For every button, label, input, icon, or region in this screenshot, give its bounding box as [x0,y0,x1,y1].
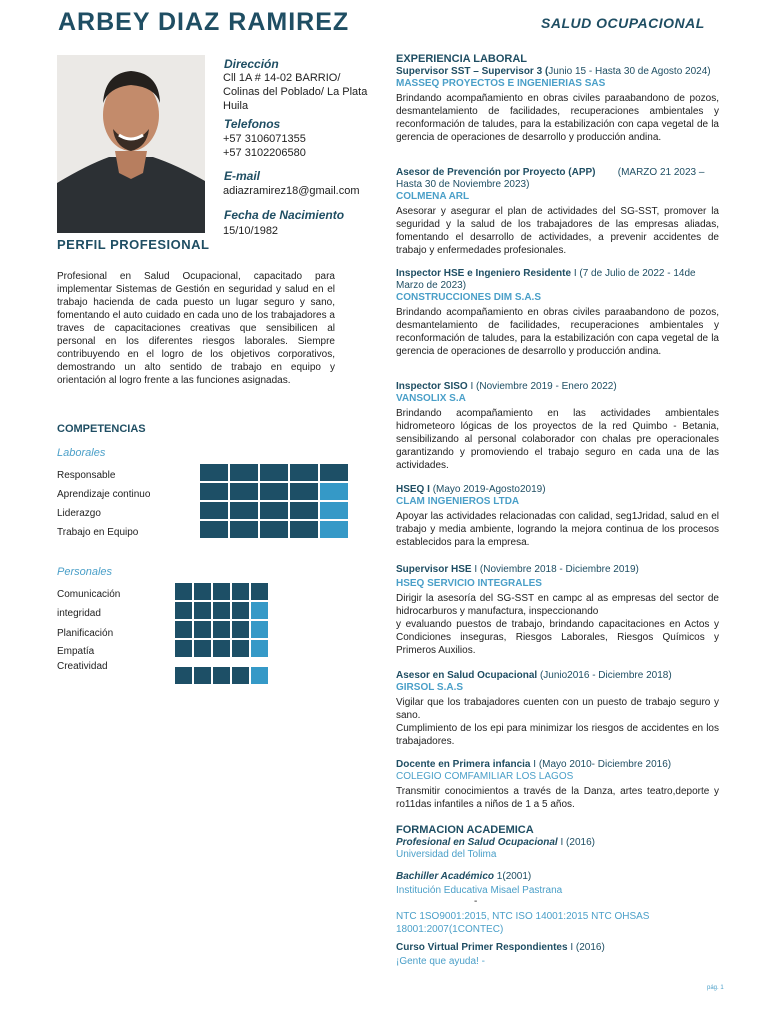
skill-level-cell [320,502,348,519]
competencies-title: COMPETENCIAS [57,423,146,435]
education-entry [396,871,719,897]
degree-date: I (2016) [560,837,595,848]
job-company: GIRSOL S.A.S [396,682,464,693]
course-entry [396,942,719,968]
skill-level-cell [213,667,230,684]
skill-level-cell [290,521,318,538]
skill-level-cell [213,602,230,619]
skill-level-cell [290,464,318,481]
job-company: VANSOLIX S.A [396,393,466,404]
job-role: Supervisor SST – Supervisor 3 ( [396,66,549,77]
skill-level-cell [232,602,249,619]
skill-level-cell [175,640,192,657]
job-company: COLMENA ARL [396,191,470,202]
job-entry [396,484,719,549]
skill-level-cell [232,621,249,638]
job-company: CONSTRUCCIONES DIM S.A.S [396,292,542,303]
skill-level-bar [175,640,270,657]
job-entry [396,66,719,144]
skill-level-bar [175,621,270,638]
certifications [396,910,719,936]
degree-institution: Institución Educativa Misael Pastrana [396,885,563,896]
skill-level-cell [194,583,211,600]
job-description: Cumplimiento de los epi para minimizar los riesgos de accidentes en los trabajadores. [396,723,719,747]
skill-level-cell [175,602,192,619]
separator-dash: - [474,896,478,907]
phone-number: +57 3106071355 [223,133,306,145]
skill-name: Aprendizaje continuo [57,489,151,500]
skill-level-cell [175,621,192,638]
job-description: Brindando acompañamiento en obras civiles paraabandono de pozos, desmantelamiento de facilidades, recuperaciones ambientales y reconformación de taludes, para la estabilización con capa vegetal de la gerencia de operaciones de desarrollo y producción andina. [396,307,719,357]
job-dates: (Mayo 2019-Agosto2019) [432,484,546,495]
course-place: ¡Gente que ayuda! - [396,956,485,967]
skill-name: Comunicación [57,589,121,600]
job-role: Inspector HSE e Ingeniero Residente [396,268,572,279]
skill-level-cell [213,640,230,657]
address-value [223,71,367,113]
phone-label: Telefonos [224,117,281,131]
skill-level-cell [194,640,211,657]
address-label: Dirección [224,57,279,71]
skill-level-cell [213,621,230,638]
skill-level-cell [251,602,268,619]
skill-level-cell [251,667,268,684]
skill-level-cell [260,464,288,481]
skill-level-bar [175,602,270,619]
skill-level-bar [200,502,350,519]
job-role: HSEQ I [396,484,430,495]
job-description: Apoyar las actividades relacionadas con calidad, seg1Jridad, salud en el trabajo y media ambiente, logrando la mejora continua de los procesos establecidos para la empresa. [396,511,719,548]
job-entry [396,759,719,811]
laborales-skill-bars [200,464,350,540]
job-dates: Junio 15 - Hasta 30 de Agosto 2024) [548,66,711,77]
job-description: Asesorar y asegurar el plan de actividades del SG-SST, promover la seguridad y la salud de los trabajadores de las empresas aliadas, fomentando el desarrollo de actividades, a prevenir accidentes de trabajo y enfermedades profesionales. [396,206,719,256]
skill-level-cell [251,640,268,657]
certification-norms: NTC 1SO9001:2015, NTC ISO 14001:2015 NTC OHSAS 18001:2007(1CONTEC) [396,911,650,935]
skill-name: integridad [57,608,101,619]
job-dates: (Junio2016 - Diciembre 2018) [539,670,672,681]
birth-value: 15/10/1982 [223,225,279,237]
skill-level-cell [213,583,230,600]
skill-name: Creatividad [57,661,108,672]
email-label: E-mail [224,169,261,183]
job-description: Brindando acompañamiento en obras civiles paraabandono de pozos, desmantelamiento de facilidades, recuperaciones ambientales y reconformación de taludes, para la estabilización con capa vegetal de la gerencia de operaciones de desarrollo y producción andina. [396,93,719,143]
job-company: HSEQ SERVICIO INTEGRALES [396,578,542,589]
job-company: MASSEQ PROYECTOS E INGENIERIAS SAS [396,78,606,89]
job-dates: I (Mayo 2010- Diciembre 2016) [533,759,672,770]
job-dates: I (7 de Julio de 2022 - 14de Marzo de 2023) [396,268,696,291]
skill-level-cell [232,667,249,684]
degree-institution: Universidad del Tolima [396,849,497,860]
job-description: Dirigir la asesoría del SG-SST en campc al as empresas del sector de hidrocarburos y manufactura, inspeccionando [396,593,719,617]
course-title: Curso Virtual Primer Respondientes [396,942,568,953]
job-role: Inspector SISO [396,381,468,392]
laborales-label: Laborales [57,447,106,459]
degree-title: Profesional en Salud Ocupacional [396,837,558,848]
skill-level-bar [175,667,270,684]
professional-headline: SALUD OCUPACIONAL [541,15,705,31]
personales-label: Personales [57,566,113,578]
job-description: Vigilar que los trabajadores cuenten con un puesto de trabajo seguro y sano. [396,697,719,721]
job-dates: I (Noviembre 2018 - Diciembre 2019) [474,564,639,575]
skill-name: Responsable [57,470,116,481]
skill-level-cell [200,464,228,481]
job-role: Supervisor HSE [396,564,472,575]
candidate-name: ARBEY DIAZ RAMIREZ [58,8,350,36]
skill-level-cell [230,483,258,500]
skill-level-cell [230,464,258,481]
job-company: COLEGIO COMFAMILIAR LOS LAGOS [396,771,574,782]
email-value[interactable]: adiazramirez18@gmail.com [223,185,360,197]
profile-photo [57,55,205,233]
skill-level-cell [290,483,318,500]
skill-level-bar [200,483,350,500]
skill-level-cell [194,667,211,684]
job-description: Brindando acompañamiento en las actividades ambientales hidrometeoro lógicas de los proyectos de la red Quimbo - Betania, sensibilizando al personal colaborador con chalas pre operacionales garantizando y promoviendo el trabajo seguro en cada una de las actividades. [396,408,719,471]
education-title: FORMACION ACADEMICA [396,824,534,836]
degree-title: Bachiller Académico [396,871,495,882]
degree-date: 1(2001) [496,871,532,882]
skill-level-cell [200,502,228,519]
skill-level-cell [251,621,268,638]
skill-name: Empatía [57,646,95,657]
job-role: Docente en Primera infancia [396,759,531,770]
phone-list [223,132,306,160]
job-entry [396,268,719,358]
address-line: Cll 1A # 14-02 BARRIO/ [223,72,341,84]
job-entry [396,381,719,472]
skill-level-cell [260,521,288,538]
job-role: Asesor en Salud Ocupacional [396,670,538,681]
profile-section-title: PERFIL PROFESIONAL [57,237,210,252]
job-description: Transmitir conocimientos a través de la Danza, artes teatro,deporte y ro11das infantiles a niños de 1 a 5 años. [396,786,719,810]
education-entry [396,837,719,861]
skill-name: Planificación [57,628,114,639]
job-entry [396,564,719,657]
skill-level-cell [194,621,211,638]
job-entry [396,167,719,257]
address-line: Colinas del Poblado/ La Plata [223,86,368,98]
skill-level-bar [175,583,270,600]
skill-level-cell [200,521,228,538]
skill-level-cell [175,667,192,684]
skill-level-bar [200,464,350,481]
job-description: y evaluando puestos de trabajo, brindando capacitaciones en Actos y Condiciones inseguras, Riesgos Laborales, Riesgos Químicos y Primeros Auxilios. [396,619,719,656]
skill-level-cell [232,640,249,657]
skill-name: Trabajo en Equipo [57,527,139,538]
skill-level-cell [320,483,348,500]
page-number: pág. 1 [707,985,724,991]
skill-level-bar [200,521,350,538]
skill-level-cell [230,521,258,538]
skill-level-cell [320,464,348,481]
skill-level-cell [290,502,318,519]
skill-level-cell [320,521,348,538]
personales-skill-bars [175,583,270,686]
skill-level-cell [251,583,268,600]
birth-label: Fecha de Nacimiento [224,208,345,222]
profile-text: Profesional en Salud Ocupacional, capacitado para implementar Sistemas de Gestión en seguridad y salud en el trabajo hacienda de cada puesto un lugar seguro y sano, fomentando el auto cuidado en cada uno de los trabajadores a traves de capacitaciones creativas que sensibilicen al personal en los diferentes riesgos laborales. Siempre contribuyendo en el logro de los objetivos corporativos, demostrando un alto sentido de trabajo en equipo y orientación al logro frente a las funciones asignadas. [57,271,335,386]
skill-level-cell [200,483,228,500]
skill-name: Liderazgo [57,508,101,519]
address-line: Huila [223,100,249,112]
course-date: I (2016) [570,942,605,953]
job-dates: I (Noviembre 2019 - Enero 2022) [470,381,617,392]
skill-level-cell [175,583,192,600]
job-entry [396,670,719,748]
skill-level-cell [230,502,258,519]
job-company: CLAM INGENIEROS LTDA [396,496,520,507]
skill-level-cell [260,483,288,500]
job-role: Asesor de Prevención por Proyecto (APP) [396,167,596,178]
experience-title: EXPERIENCIA LABORAL [396,53,527,65]
phone-number: +57 3102206580 [223,147,306,159]
skill-level-cell [194,602,211,619]
skill-level-cell [260,502,288,519]
skill-level-cell [232,583,249,600]
job-dates: (MARZO 21 2023 – Hasta 30 de Noviembre 2023) [396,167,705,190]
